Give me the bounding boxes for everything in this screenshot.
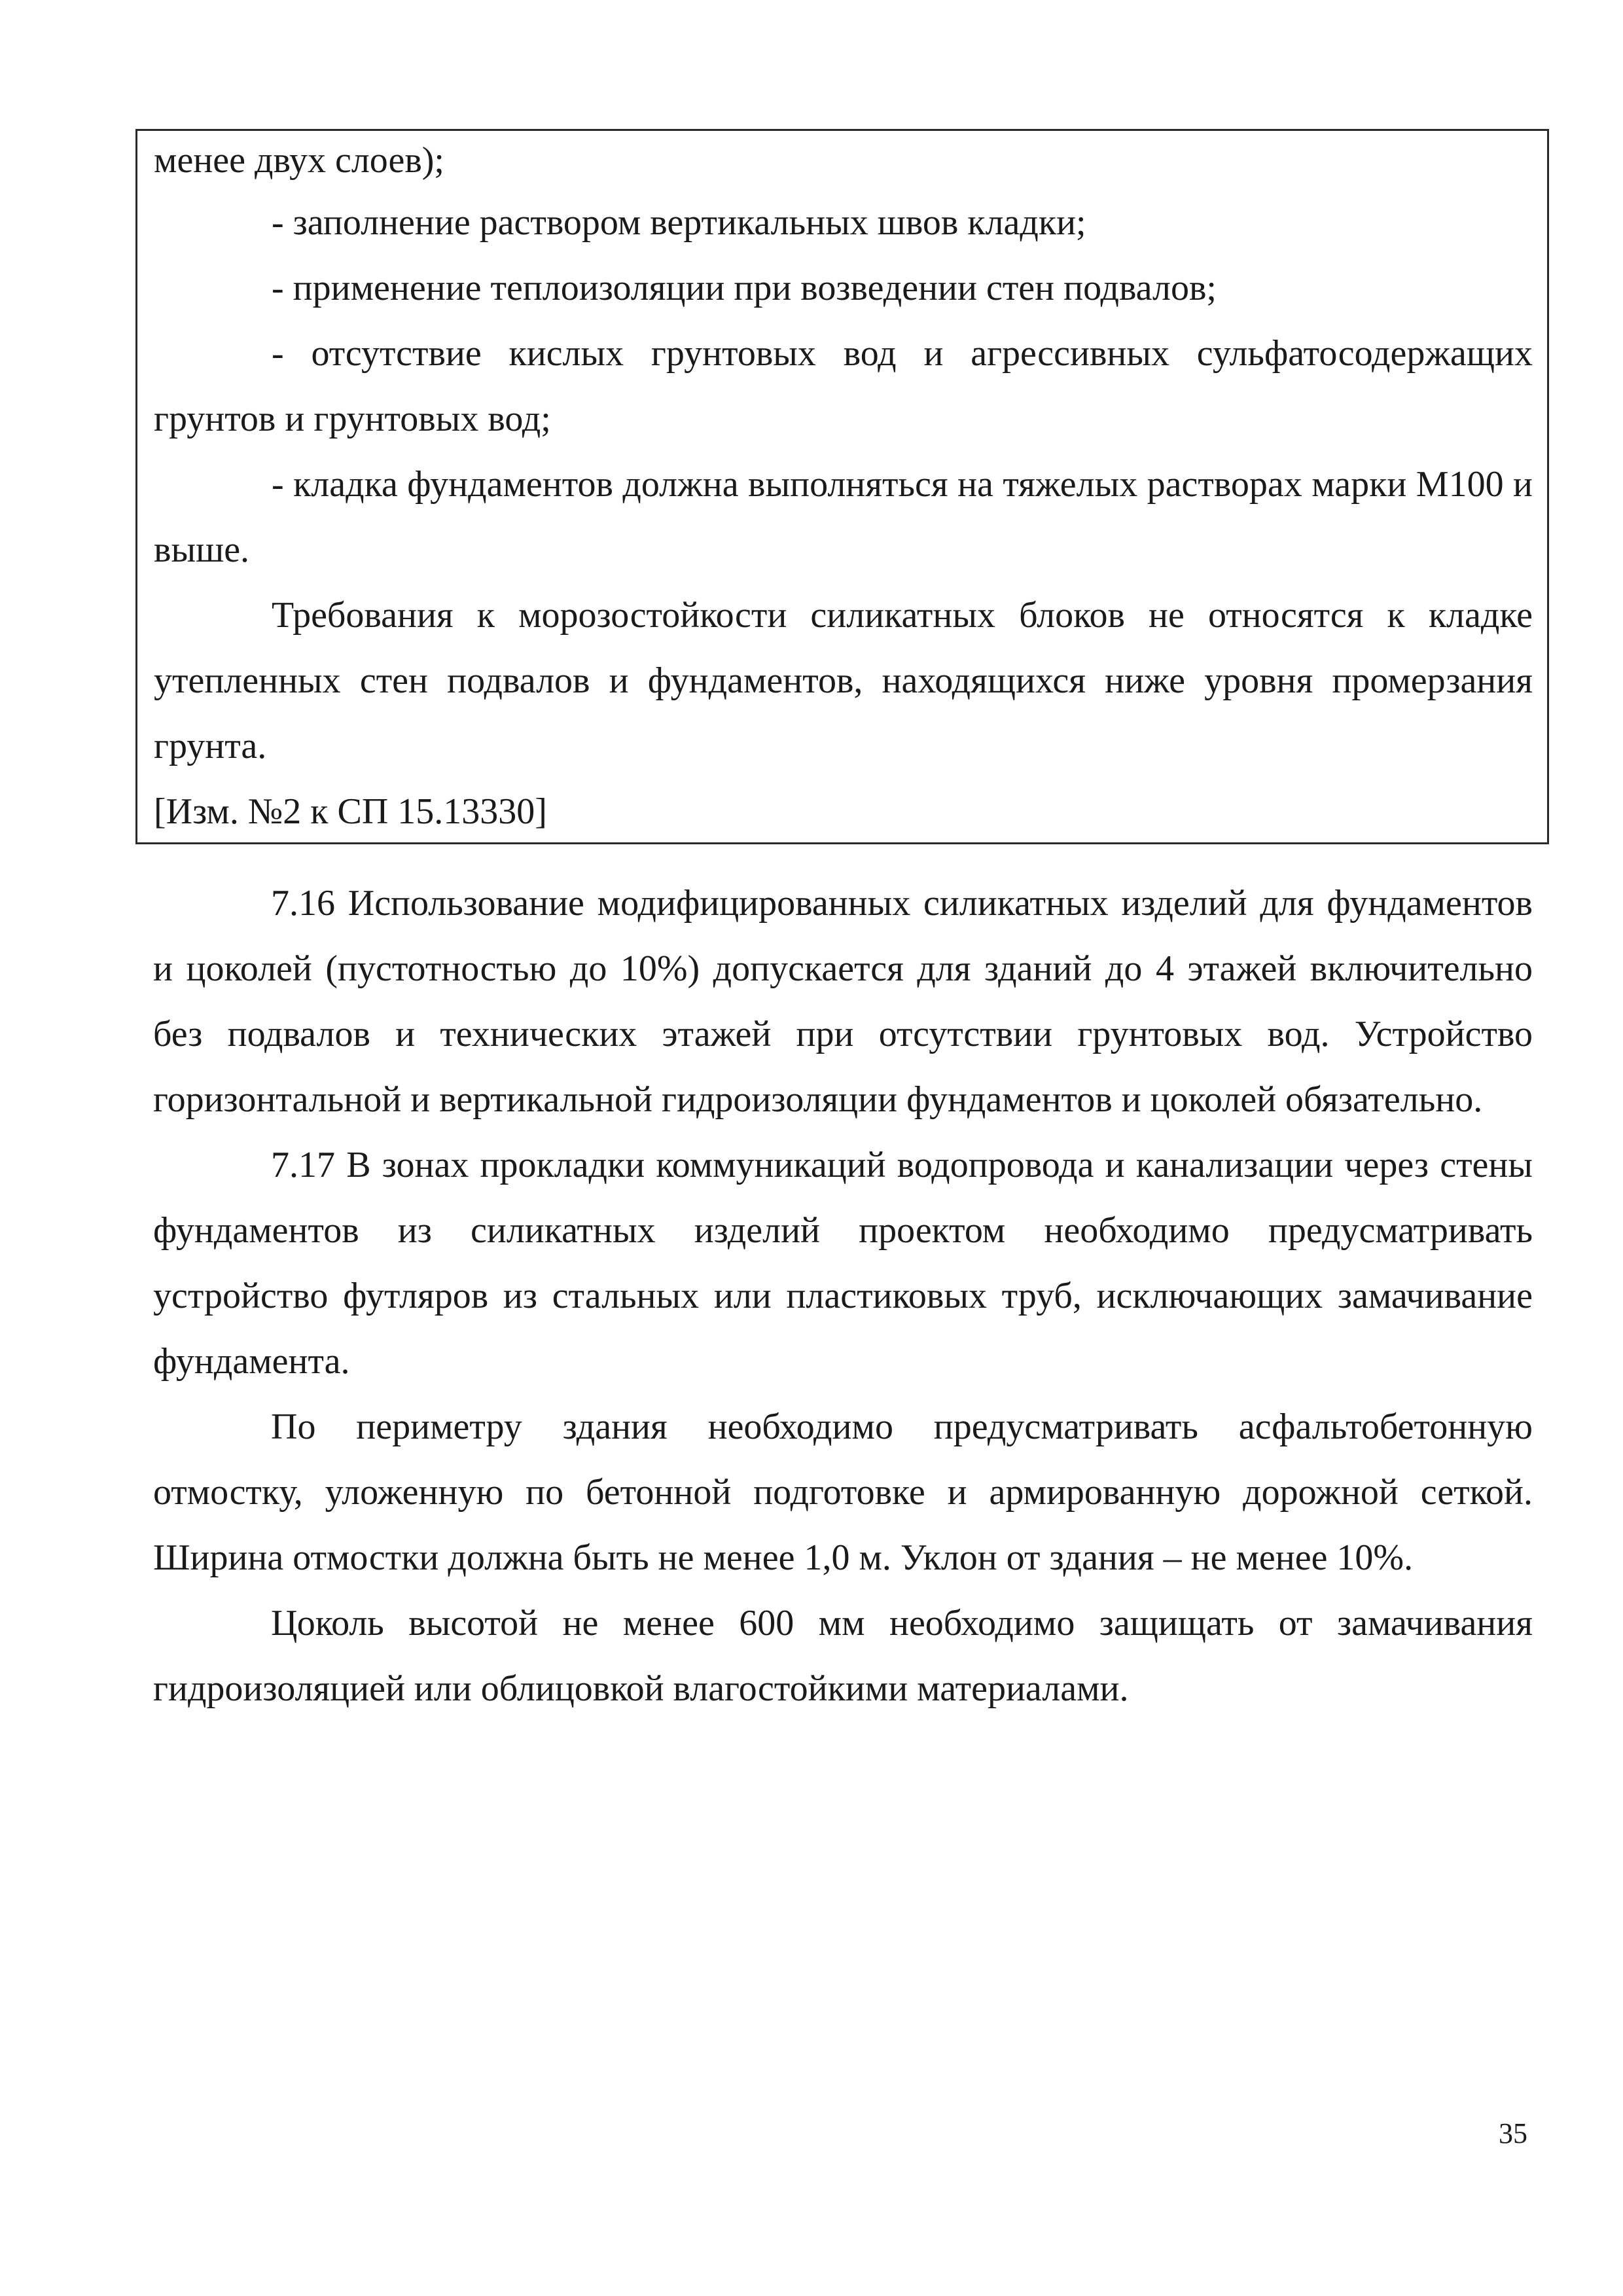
clause-7-17: 7.17 В зонах прокладки коммуникаций водопровода и канализации через стены фундаментов из силикатных изделий проектом необходимо предусматривать устройство футляров из стальных или пластиковых труб, исключающих замачивание фундамента.: [153, 1145, 1533, 1382]
box-list-item-vertical-joints: - заполнение раствором вертикальных швов кладки;: [272, 202, 1086, 243]
amendment-box: [135, 129, 1549, 844]
page-number: 35: [1499, 2117, 1527, 2149]
clause-7-16: 7.16 Использование модифицированных силикатных изделий для фундаментов и цоколей (пустотностью до 10%) допускается для зданий до 4 этажей включительно без подвалов и технических этажей при отсутствии грунтовых вод. Устройство горизонтальной и вертикальной гидроизоляции фундаментов и цоколей обязательно.: [153, 883, 1533, 1120]
main-text: [153, 870, 1533, 1721]
box-list-item-mortar: - кладка фундаментов должна выполняться на тяжелых растворах марки М100 и выше.: [154, 464, 1533, 570]
box-line-continuation: менее двух слоев);: [154, 140, 444, 181]
box-amendment-reference: [Изм. №2 к СП 15.13330]: [154, 791, 547, 832]
box-list-item-groundwater: - отсутствие кислых грунтовых вод и агрессивных сульфатосодержащих грунтов и грунтовых вод;: [154, 333, 1533, 439]
paragraph-perimeter: По периметру здания необходимо предусматривать асфальтобетонную отмостку, уложенную по бетонной подготовке и армированную дорожной сеткой. Ширина отмостки должна быть не менее 1,0 м. Уклон от здания – не менее 10%.: [153, 1407, 1533, 1578]
box-frost-requirement: Требования к морозостойкости силикатных блоков не относятся к кладке утепленных стен подвалов и фундаментов, находящихся ниже уровня промерзания грунта.: [154, 595, 1533, 766]
paragraph-plinth: Цоколь высотой не менее 600 мм необходимо защищать от замачивания гидроизоляцией или облицовкой влагостойкими материалами.: [153, 1603, 1533, 1709]
box-list-item-insulation: - применение теплоизоляции при возведении стен подвалов;: [272, 268, 1217, 308]
